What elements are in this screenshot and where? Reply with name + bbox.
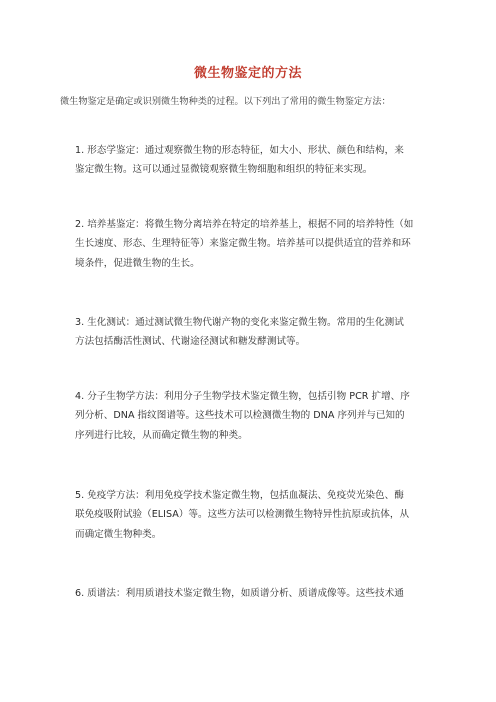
method-paragraph-5 bbox=[75, 486, 427, 544]
paragraph-line: 5. 免疫学方法：利用免疫学技术鉴定微生物，包括血凝法、免疫荧光染色、酶 bbox=[75, 490, 404, 501]
method-paragraph-4 bbox=[75, 387, 427, 445]
paragraph-line: 3. 生化测试：通过测试微生物代谢产物的变化来鉴定微生物。常用的生化测试 bbox=[75, 317, 404, 328]
paragraph-line: 境条件，促进微生物的生长。 bbox=[75, 257, 200, 269]
paragraph-line: 而确定微生物种类。 bbox=[75, 528, 162, 540]
paragraph-line: 列分析、DNA 指纹图谱等。这些技术可以检测微生物的 DNA 序列并与已知的 bbox=[75, 410, 405, 422]
paragraph-line: 6. 质谱法：利用质谱技术鉴定微生物，如质谱分析、质谱成像等。这些技术通 bbox=[75, 588, 404, 599]
page-title: 微生物鉴定的方法 bbox=[193, 66, 302, 81]
paragraph-line: 1. 形态学鉴定：通过观察微生物的形态特征，如大小、形状、颜色和结构，来 bbox=[75, 145, 404, 156]
method-paragraph-3 bbox=[75, 313, 427, 352]
paragraph-line: 联免疫吸附试验（ELISA）等。这些方法可以检测微生物特异性抗原或抗体，从 bbox=[75, 509, 410, 521]
paragraph-line: 4. 分子生物学方法：利用分子生物学技术鉴定微生物，包括引物 PCR 扩增、序 bbox=[75, 391, 410, 402]
method-paragraph-1 bbox=[75, 141, 427, 180]
paragraph-line: 鉴定微生物。这可以通过显微镜观察微生物细胞和组织的特征来实现。 bbox=[75, 164, 373, 176]
method-paragraph-6 bbox=[75, 584, 427, 603]
method-paragraph-2 bbox=[75, 215, 427, 273]
paragraph-line: 2. 培养基鉴定：将微生物分离培养在特定的培养基上，根据不同的培养特性（如 bbox=[75, 219, 414, 230]
paragraph-line: 方法包括酶活性测试、代谢途径测试和糖发酵测试等。 bbox=[75, 336, 306, 348]
paragraph-line: 生长速度、形态、生理特征等）来鉴定微生物。培养基可以提供适宜的营养和环 bbox=[75, 238, 411, 250]
paragraph-line: 序列进行比较，从而确定微生物的种类。 bbox=[75, 429, 248, 441]
intro-paragraph: 微生物鉴定是确定或识别微生物种类的过程。以下列出了常用的微生物鉴定方法： bbox=[60, 96, 391, 107]
